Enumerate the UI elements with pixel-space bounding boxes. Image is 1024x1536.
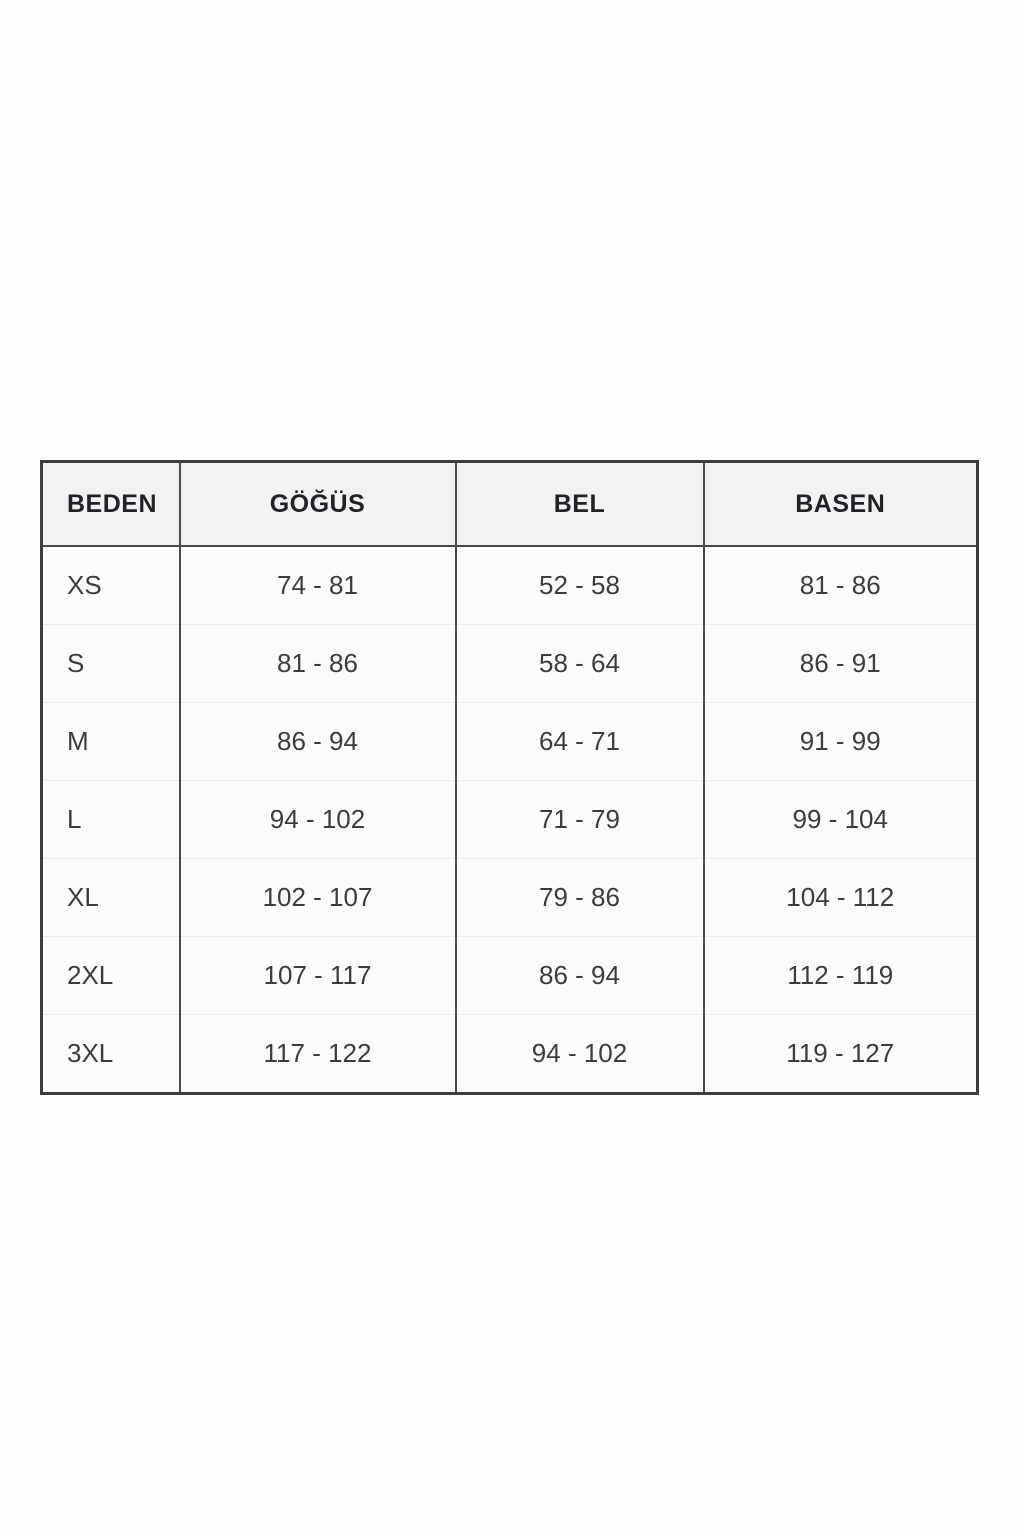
- chest-range: 74 - 81: [180, 546, 456, 625]
- hips-range: 86 - 91: [704, 625, 978, 703]
- column-header-chest: GÖĞÜS: [180, 462, 456, 547]
- size-label: XL: [42, 859, 180, 937]
- size-label: S: [42, 625, 180, 703]
- waist-range: 94 - 102: [456, 1015, 704, 1094]
- column-header-size: BEDEN: [42, 462, 180, 547]
- table-row-m: [42, 703, 978, 781]
- size-label: M: [42, 703, 180, 781]
- size-chart: [40, 460, 976, 1090]
- chest-range: 107 - 117: [180, 937, 456, 1015]
- chest-range: 102 - 107: [180, 859, 456, 937]
- waist-range: 86 - 94: [456, 937, 704, 1015]
- hips-range: 91 - 99: [704, 703, 978, 781]
- chest-range: 94 - 102: [180, 781, 456, 859]
- table-row-3xl: [42, 1015, 978, 1094]
- column-header-hips: BASEN: [704, 462, 978, 547]
- size-label: 2XL: [42, 937, 180, 1015]
- size-label: 3XL: [42, 1015, 180, 1094]
- table-row-xl: [42, 859, 978, 937]
- waist-range: 58 - 64: [456, 625, 704, 703]
- chest-range: 117 - 122: [180, 1015, 456, 1094]
- size-label: L: [42, 781, 180, 859]
- waist-range: 52 - 58: [456, 546, 704, 625]
- table-row-2xl: [42, 937, 978, 1015]
- waist-range: 64 - 71: [456, 703, 704, 781]
- size-chart-body: [42, 546, 978, 1094]
- hips-range: 104 - 112: [704, 859, 978, 937]
- size-label: XS: [42, 546, 180, 625]
- size-chart-header: [42, 462, 978, 547]
- column-header-waist: BEL: [456, 462, 704, 547]
- table-row-xs: [42, 546, 978, 625]
- chest-range: 81 - 86: [180, 625, 456, 703]
- hips-range: 99 - 104: [704, 781, 978, 859]
- hips-range: 119 - 127: [704, 1015, 978, 1094]
- header-row: [42, 462, 978, 547]
- chest-range: 86 - 94: [180, 703, 456, 781]
- waist-range: 79 - 86: [456, 859, 704, 937]
- size-chart-table: [40, 460, 979, 1095]
- hips-range: 81 - 86: [704, 546, 978, 625]
- waist-range: 71 - 79: [456, 781, 704, 859]
- table-row-l: [42, 781, 978, 859]
- table-row-s: [42, 625, 978, 703]
- hips-range: 112 - 119: [704, 937, 978, 1015]
